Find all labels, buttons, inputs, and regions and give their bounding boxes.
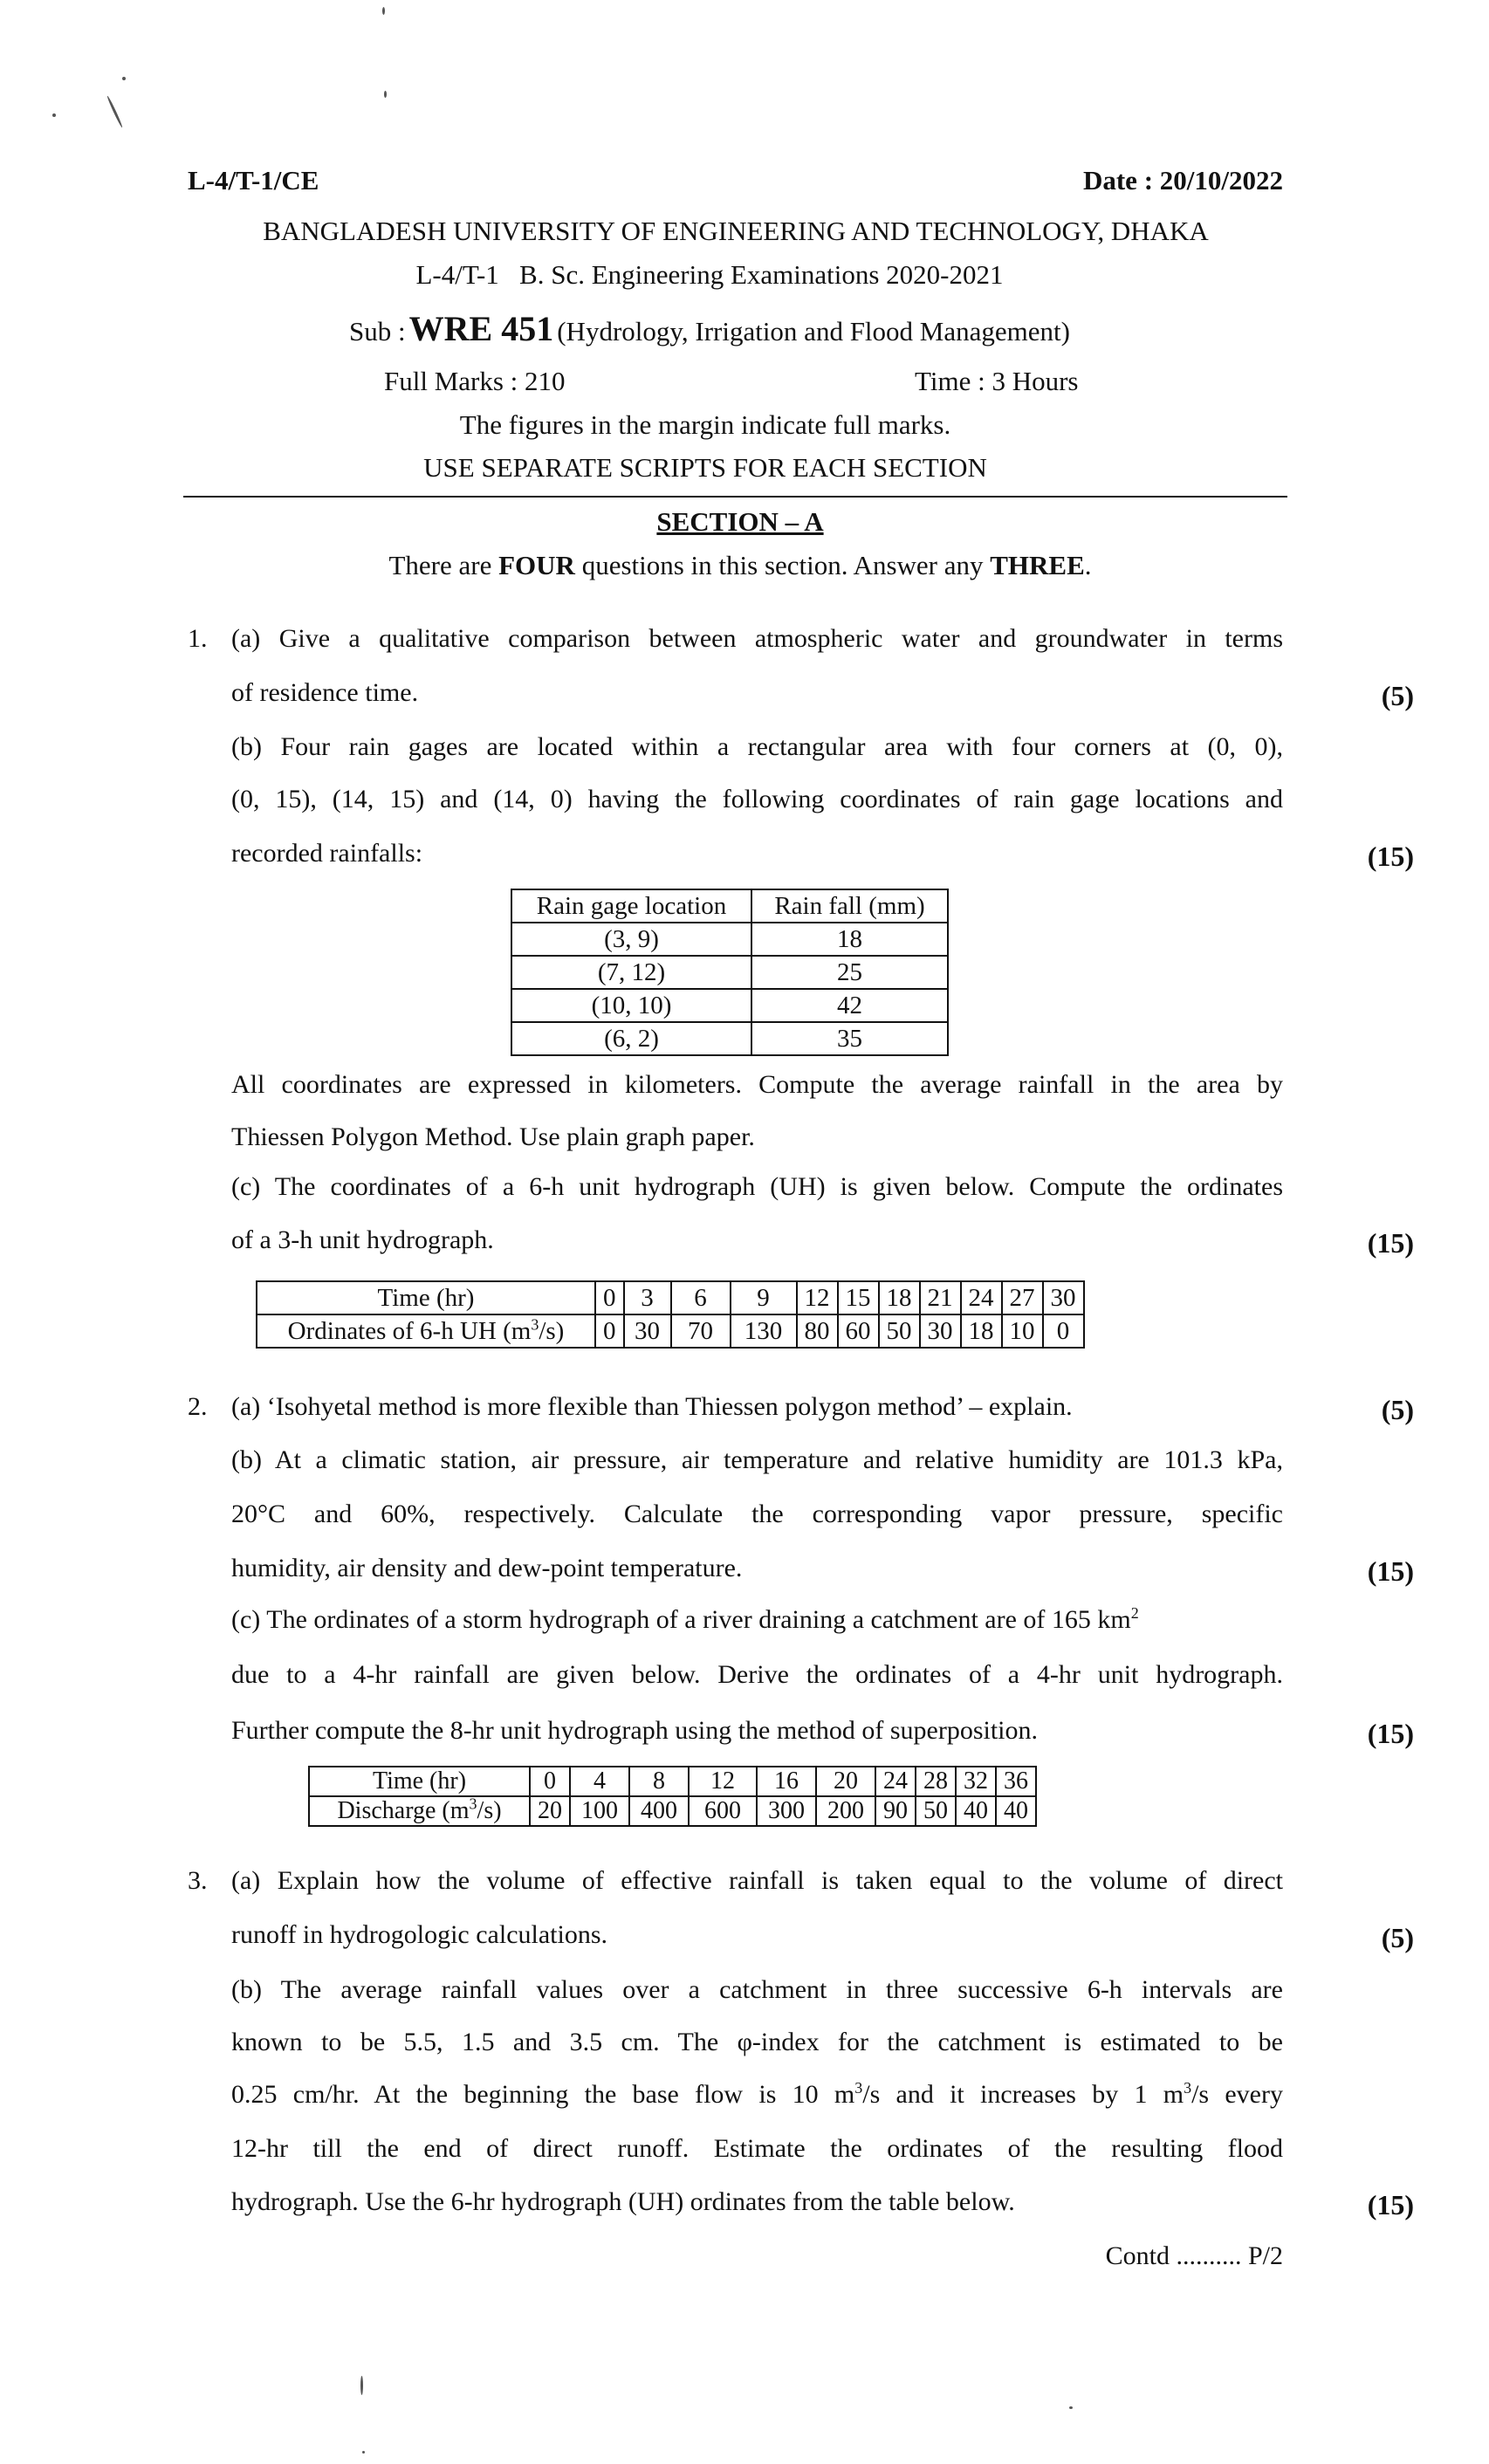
table-cell: 0	[595, 1281, 624, 1314]
q3-b-line3-sup: 3	[1184, 2079, 1192, 2097]
q2-number: 2.	[188, 1392, 208, 1421]
table-cell: (6, 2)	[511, 1022, 751, 1055]
table-cell: 32	[956, 1767, 996, 1796]
table-row	[257, 1314, 1084, 1348]
q1-c-line2: of a 3-h unit hydrograph.	[231, 1225, 494, 1254]
q1-b-line3: recorded rainfalls:	[231, 839, 423, 868]
exam-name: L-4/T-1 B. Sc. Engineering Examinations 2020-2021	[415, 259, 1004, 290]
full-marks: Full Marks : 210	[384, 366, 566, 396]
q3-b-line3-text: /s every	[1191, 2080, 1283, 2109]
q3-b-marks: (15)	[1367, 2189, 1414, 2220]
label-text: Ordinates of 6-h UH (m	[287, 1317, 532, 1345]
table-cell: 18	[961, 1314, 1002, 1348]
uh-6h-table	[256, 1280, 1085, 1349]
table-cell: (10, 10)	[511, 989, 751, 1022]
q3-a-line2: runoff in hydrogologic calculations.	[231, 1920, 608, 1949]
table-row-label	[257, 1314, 595, 1348]
table-cell: 35	[751, 1022, 948, 1055]
university-name: BANGLADESH UNIVERSITY OF ENGINEERING AND TECHNOLOGY, DHAKA	[263, 216, 1209, 246]
table-cell: 24	[875, 1767, 916, 1796]
q3-b-line2: known to be 5.5, 1.5 and 3.5 cm. The φ-index for the catchment is estimated to be	[231, 2028, 1283, 2056]
q1-a-line1: (a) Give a qualitative comparison between atmospheric water and groundwater in terms	[231, 624, 1283, 653]
table-cell: 8	[629, 1767, 689, 1796]
section-instructions	[0, 550, 1485, 581]
q2-b-line3: humidity, air density and dew-point temperature.	[231, 1554, 743, 1582]
q1-b-line1: (b) Four rain gages are located within a rectangular area with four corners at (0, 0),	[231, 732, 1283, 761]
table-header: Rain gage location	[511, 889, 751, 923]
q2-a-marks: (5)	[1381, 1394, 1414, 1425]
table-cell: 6	[671, 1281, 731, 1314]
instr-text-1: There are	[388, 550, 499, 580]
label-sup: 3	[469, 1795, 477, 1813]
q2-c-line3: Further compute the 8-hr unit hydrograph using the method of superposition.	[231, 1716, 1039, 1745]
q3-b-line3-text: 0.25 cm/hr. At the beginning the base flow is 10 m	[231, 2080, 855, 2109]
table-cell: 20	[530, 1796, 570, 1826]
table-cell: 70	[671, 1314, 731, 1348]
instr-text-3: .	[1084, 550, 1092, 580]
q3-number: 3.	[188, 1866, 208, 1895]
marks-note: The figures in the margin indicate full marks.	[459, 409, 951, 440]
table-row	[511, 989, 948, 1022]
scan-speck	[106, 95, 124, 128]
scan-speck	[382, 7, 385, 15]
table-row	[309, 1767, 1036, 1796]
q3-a-line1: (a) Explain how the volume of effective rainfall is taken equal to the volume of direct	[231, 1866, 1283, 1895]
q1-b-marks: (15)	[1367, 841, 1414, 872]
q3-b-line5: hydrograph. Use the 6-hr hydrograph (UH) ordinates from the table below.	[231, 2187, 1015, 2216]
table-cell: (7, 12)	[511, 956, 751, 989]
table-cell: 30	[624, 1314, 671, 1348]
table-cell: 40	[996, 1796, 1036, 1826]
q2-b-marks: (15)	[1367, 1555, 1414, 1587]
subject-line	[0, 308, 1454, 349]
table-cell: 28	[916, 1767, 956, 1796]
label-sup: 3	[531, 1315, 539, 1334]
scripts-note: USE SEPARATE SCRIPTS FOR EACH SECTION	[423, 452, 987, 483]
continued-note: Contd .......... P/2	[1105, 2241, 1283, 2270]
table-cell: 20	[816, 1767, 875, 1796]
table-cell: 36	[996, 1767, 1036, 1796]
table-cell: 18	[751, 923, 948, 956]
course-code: WRE 451	[408, 309, 554, 348]
q3-b-line1: (b) The average rainfall values over a catchment in three successive 6-h intervals are	[231, 1975, 1283, 2004]
table-cell: 80	[797, 1314, 838, 1348]
table-cell: 24	[961, 1281, 1002, 1314]
table-cell: 15	[838, 1281, 879, 1314]
table-cell: 300	[757, 1796, 816, 1826]
table-cell: 0	[530, 1767, 570, 1796]
instr-answer-count: THREE	[990, 550, 1085, 580]
q3-b-line3	[231, 2079, 1283, 2109]
exam-code: L-4/T-1/CE	[188, 165, 319, 196]
label-text: Discharge (m	[337, 1797, 470, 1824]
q1-b-line4: All coordinates are expressed in kilometers. Compute the average rainfall in the area by	[231, 1070, 1283, 1099]
table-cell: 30	[920, 1314, 961, 1348]
table-cell: 25	[751, 956, 948, 989]
table-cell: 600	[689, 1796, 757, 1826]
q1-a-line2: of residence time.	[231, 678, 419, 707]
instr-text-2: questions in this section. Answer any	[574, 550, 991, 580]
course-title: (Hydrology, Irrigation and Flood Management)	[557, 316, 1070, 347]
table-cell: 18	[879, 1281, 920, 1314]
table-cell: 12	[689, 1767, 757, 1796]
q2-c-line1	[231, 1604, 1283, 1634]
scan-speck	[52, 113, 56, 117]
q1-a-marks: (5)	[1381, 680, 1414, 711]
q2-b-line2: 20°C and 60%, respectively. Calculate the corresponding vapor pressure, specific	[231, 1500, 1283, 1528]
table-cell: 0	[595, 1314, 624, 1348]
table-cell: 200	[816, 1796, 875, 1826]
q1-c-marks: (15)	[1367, 1227, 1414, 1259]
table-cell: 60	[838, 1314, 879, 1348]
table-cell: (3, 9)	[511, 923, 751, 956]
table-cell: 42	[751, 989, 948, 1022]
q3-b-line3-sup: 3	[854, 2079, 863, 2097]
table-cell: 12	[797, 1281, 838, 1314]
table-row-label	[309, 1796, 530, 1826]
q2-c-line1-text: (c) The ordinates of a storm hydrograph of a river draining a catchment are of 165 km	[231, 1605, 1131, 1634]
exam-time: Time : 3 Hours	[915, 366, 1079, 396]
scan-speck	[1069, 2406, 1073, 2409]
q3-b-line3-text: /s and it increases by 1 m	[862, 2080, 1184, 2109]
q1-number: 1.	[188, 624, 208, 653]
table-cell: 400	[629, 1796, 689, 1826]
table-row-label: Time (hr)	[309, 1767, 530, 1796]
q2-a-line1: (a) ‘Isohyetal method is more flexible than Thiessen polygon method’ – explain.	[231, 1392, 1073, 1421]
table-cell: 40	[956, 1796, 996, 1826]
table-cell: 0	[1043, 1314, 1084, 1348]
section-title	[0, 506, 1485, 538]
table-cell: 100	[570, 1796, 629, 1826]
table-cell: 50	[916, 1796, 956, 1826]
q1-c-line1: (c) The coordinates of a 6-h unit hydrograph (UH) is given below. Compute the ordinates	[231, 1172, 1283, 1201]
q2-c-line1-sup: 2	[1130, 1604, 1139, 1622]
exam-date: Date : 20/10/2022	[1082, 165, 1283, 196]
scan-speck	[384, 91, 387, 98]
table-cell: 21	[920, 1281, 961, 1314]
q1-b-line5: Thiessen Polygon Method. Use plain graph paper.	[231, 1122, 755, 1151]
table-cell: 16	[757, 1767, 816, 1796]
table-row	[257, 1281, 1084, 1314]
q2-c-line2: due to a 4-hr rainfall are given below. Derive the ordinates of a 4-hr unit hydrograph.	[231, 1660, 1283, 1689]
table-row	[309, 1796, 1036, 1826]
q2-b-line1: (b) At a climatic station, air pressure, air temperature and relative humidity are 101.3 kPa,	[231, 1445, 1283, 1474]
section-title-text: SECTION – A	[656, 506, 824, 537]
table-row	[511, 1022, 948, 1055]
scan-speck	[122, 77, 126, 80]
rain-gage-table	[511, 889, 949, 1056]
scan-speck	[362, 2451, 365, 2454]
storm-hydrograph-table	[308, 1766, 1037, 1827]
q1-b-line2: (0, 15), (14, 15) and (14, 0) having the following coordinates of rain gage locations and	[231, 785, 1283, 813]
table-cell: 10	[1002, 1314, 1043, 1348]
table-header-row	[511, 889, 948, 923]
table-cell: 27	[1002, 1281, 1043, 1314]
q3-a-marks: (5)	[1381, 1922, 1414, 1953]
table-row	[511, 956, 948, 989]
label-text: /s)	[539, 1317, 565, 1345]
table-cell: 130	[731, 1314, 797, 1348]
table-cell: 9	[731, 1281, 797, 1314]
subject-prefix: Sub :	[349, 316, 406, 347]
header-divider	[183, 496, 1287, 498]
scan-speck	[360, 2376, 363, 2395]
instr-count: FOUR	[498, 550, 575, 580]
table-cell: 3	[624, 1281, 671, 1314]
label-text: /s)	[477, 1797, 502, 1824]
table-row-label: Time (hr)	[257, 1281, 595, 1314]
table-row	[511, 923, 948, 956]
table-cell: 90	[875, 1796, 916, 1826]
q2-c-marks: (15)	[1367, 1718, 1414, 1749]
table-header: Rain fall (mm)	[751, 889, 948, 923]
table-cell: 50	[879, 1314, 920, 1348]
table-cell: 30	[1043, 1281, 1084, 1314]
q3-b-line4: 12-hr till the end of direct runoff. Estimate the ordinates of the resulting flood	[231, 2134, 1283, 2163]
table-cell: 4	[570, 1767, 629, 1796]
